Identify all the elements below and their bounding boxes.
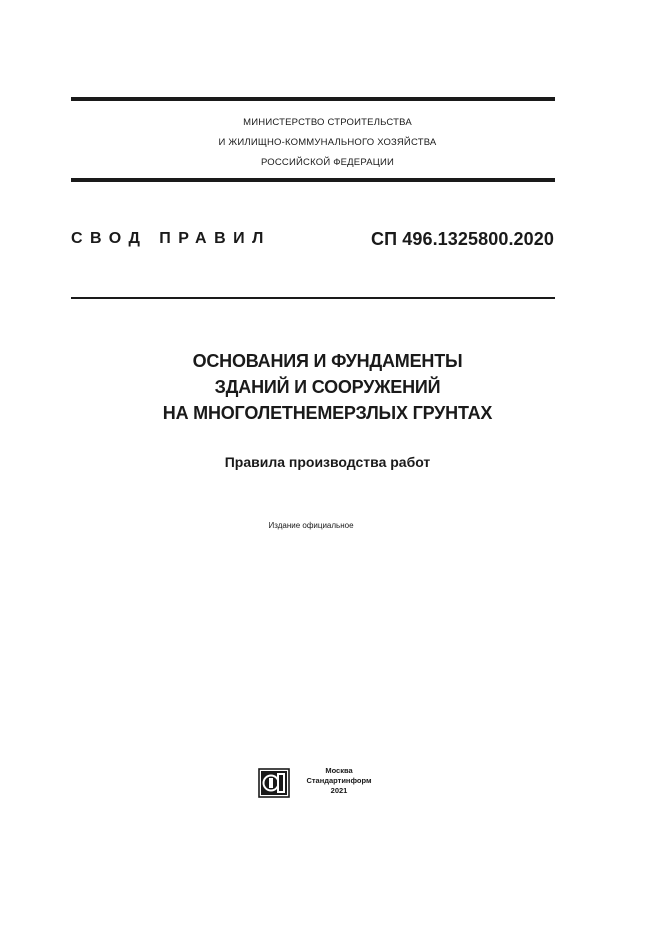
document-title: [0, 348, 655, 426]
title-line: ЗДАНИЙ И СООРУЖЕНИЙ: [214, 377, 441, 397]
publisher-info: [296, 766, 382, 796]
edition-note: Издание официальное: [268, 521, 354, 530]
ministry-line: РОССИЙСКОЙ ФЕДЕРАЦИИ: [260, 157, 395, 168]
ministry-line: МИНИСТЕРСТВО СТРОИТЕЛЬСТВА: [243, 117, 412, 128]
ministry-name: [0, 113, 655, 173]
title-line: НА МНОГОЛЕТНЕМЕРЗЛЫХ ГРУНТАХ: [162, 403, 493, 423]
standartinform-logo-icon: [258, 768, 290, 798]
code-number: СП 496.1325800.2020: [371, 229, 554, 249]
code-rule: [71, 297, 555, 299]
publisher-year: 2021: [330, 786, 348, 795]
top-rule: [71, 97, 555, 101]
document-subtitle: Правила производства работ: [224, 454, 431, 470]
ministry-line: И ЖИЛИЩНО-КОММУНАЛЬНОГО ХОЗЯЙСТВА: [218, 137, 437, 148]
code-label: СВОД ПРАВИЛ: [71, 230, 271, 247]
standartinform-logo-graphic: [258, 768, 290, 798]
title-line: ОСНОВАНИЯ И ФУНДАМЕНТЫ: [192, 351, 463, 371]
publisher-city: Москва: [325, 766, 353, 775]
publisher-name: Стандартинформ: [306, 776, 372, 785]
ministry-bottom-rule: [71, 178, 555, 182]
